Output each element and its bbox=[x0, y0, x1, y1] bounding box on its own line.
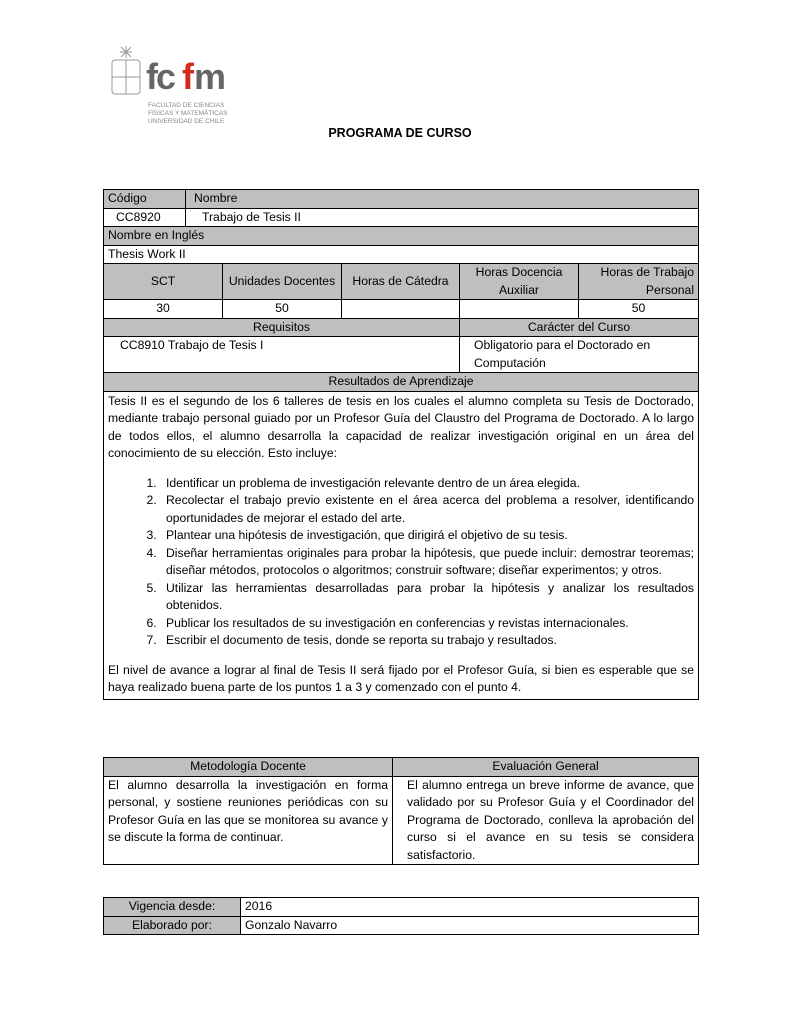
method-table bbox=[103, 757, 699, 865]
svg-text:f: f bbox=[182, 56, 194, 97]
codigo-label: Código bbox=[104, 190, 186, 209]
header-catedra: Horas de Cátedra bbox=[342, 264, 460, 300]
value-catedra bbox=[342, 300, 460, 319]
nombre-label: Nombre bbox=[186, 190, 699, 209]
caracter-label: Carácter del Curso bbox=[460, 318, 699, 337]
list-item: 2. Recolectar el trabajo previo existente en el área acerca del problema a resolver, identificando oportunidades de mejorar el estado del arte. bbox=[160, 492, 694, 527]
svg-text:FÍSICAS Y MATEMÁTICAS: FÍSICAS Y MATEMÁTICAS bbox=[148, 110, 228, 117]
resultados-label: Resultados de Aprendizaje bbox=[104, 373, 699, 392]
header-personal: Horas de Trabajo Personal bbox=[579, 264, 699, 300]
list-item: 5. Utilizar las herramientas desarrolladas para probar la hipótesis y analizar los resultados obtenidos. bbox=[160, 580, 694, 615]
value-personal: 50 bbox=[579, 300, 699, 319]
list-item: 6. Publicar los resultados de su investigación en conferencias y revistas internacionales. bbox=[160, 615, 694, 633]
header-unidades: Unidades Docentes bbox=[223, 264, 342, 300]
svg-text:FACULTAD DE CIENCIAS: FACULTAD DE CIENCIAS bbox=[148, 102, 225, 109]
list-item: 3. Plantear una hipótesis de investigación, que dirigirá el objetivo de su tesis. bbox=[160, 527, 694, 545]
value-auxiliar bbox=[460, 300, 579, 319]
ingles-value: Thesis Work II bbox=[104, 245, 699, 264]
list-item: 7. Escribir el documento de tesis, donde se reporta su trabajo y resultados. bbox=[160, 632, 694, 650]
caracter-value: Obligatorio para el Doctorado en Computación bbox=[460, 337, 699, 373]
resultados-closing: El nivel de avance a lograr al final de Tesis II será fijado por el Profesor Guía, si bien es esperable que se haya realizado buena parte de los puntos 1 a 3 y comenzado con el punto 4. bbox=[108, 662, 695, 694]
list-item: 4. Diseñar herramientas originales para probar la hipótesis, que puede incluir: demostrar teoremas; diseñar métodos, protocolos o algoritmos; construir software; diseñar experimentos; y otros. bbox=[160, 545, 694, 580]
vigencia-label: Vigencia desde: bbox=[104, 898, 241, 917]
evaluacion-label: Evaluación General bbox=[393, 758, 699, 777]
svg-text:m: m bbox=[194, 56, 227, 97]
resultados-list bbox=[108, 475, 694, 650]
course-table bbox=[103, 189, 699, 700]
ingles-label: Nombre en Inglés bbox=[104, 227, 699, 246]
fcfm-logo bbox=[108, 44, 233, 126]
vigencia-value: 2016 bbox=[241, 898, 699, 917]
value-unidades: 50 bbox=[223, 300, 342, 319]
page-title: PROGRAMA DE CURSO bbox=[328, 126, 472, 140]
resultados-body bbox=[104, 391, 699, 699]
elaborado-label: Elaborado por: bbox=[104, 916, 241, 935]
metodologia-label: Metodología Docente bbox=[104, 758, 393, 777]
list-item: 1. Identificar un problema de investigación relevante dentro de un área elegida. bbox=[160, 475, 694, 493]
resultados-intro: Tesis II es el segundo de los 6 talleres de tesis en los cuales el alumno completa su Tesis de Doctorado, mediante trabajo personal guiado por un Profesor Guía del Claustro del Programa de Doctorado. A lo largo de todos ellos, el alumno desarrolla la capacidad de realizar investigación original en un área del conocimiento de su elección. Esto incluye: bbox=[108, 393, 695, 460]
elaborado-value: Gonzalo Navarro bbox=[241, 916, 699, 935]
header-sct: SCT bbox=[104, 264, 223, 300]
nombre-value: Trabajo de Tesis II bbox=[186, 208, 699, 227]
header-auxiliar: Horas Docencia Auxiliar bbox=[460, 264, 579, 300]
metodologia-value: El alumno desarrolla la investigación en forma personal, y sostiene reuniones periódicas con su Profesor Guía en las que se monitorea su avance y se discute la forma de continuar. bbox=[104, 776, 393, 865]
requisitos-value: CC8910 Trabajo de Tesis I bbox=[104, 337, 460, 373]
svg-text:UNIVERSIDAD DE CHILE: UNIVERSIDAD DE CHILE bbox=[148, 118, 225, 125]
svg-text:fc: fc bbox=[146, 56, 175, 97]
value-sct: 30 bbox=[104, 300, 223, 319]
requisitos-label: Requisitos bbox=[104, 318, 460, 337]
codigo-value: CC8920 bbox=[104, 208, 186, 227]
footer-table bbox=[103, 897, 699, 935]
evaluacion-value: El alumno entrega un breve informe de avance, que validado por su Profesor Guía y el Coordinador del Programa de Doctorado, conlleva la aprobación del curso si el avance en su tesis se considera satisfactorio. bbox=[393, 776, 699, 865]
